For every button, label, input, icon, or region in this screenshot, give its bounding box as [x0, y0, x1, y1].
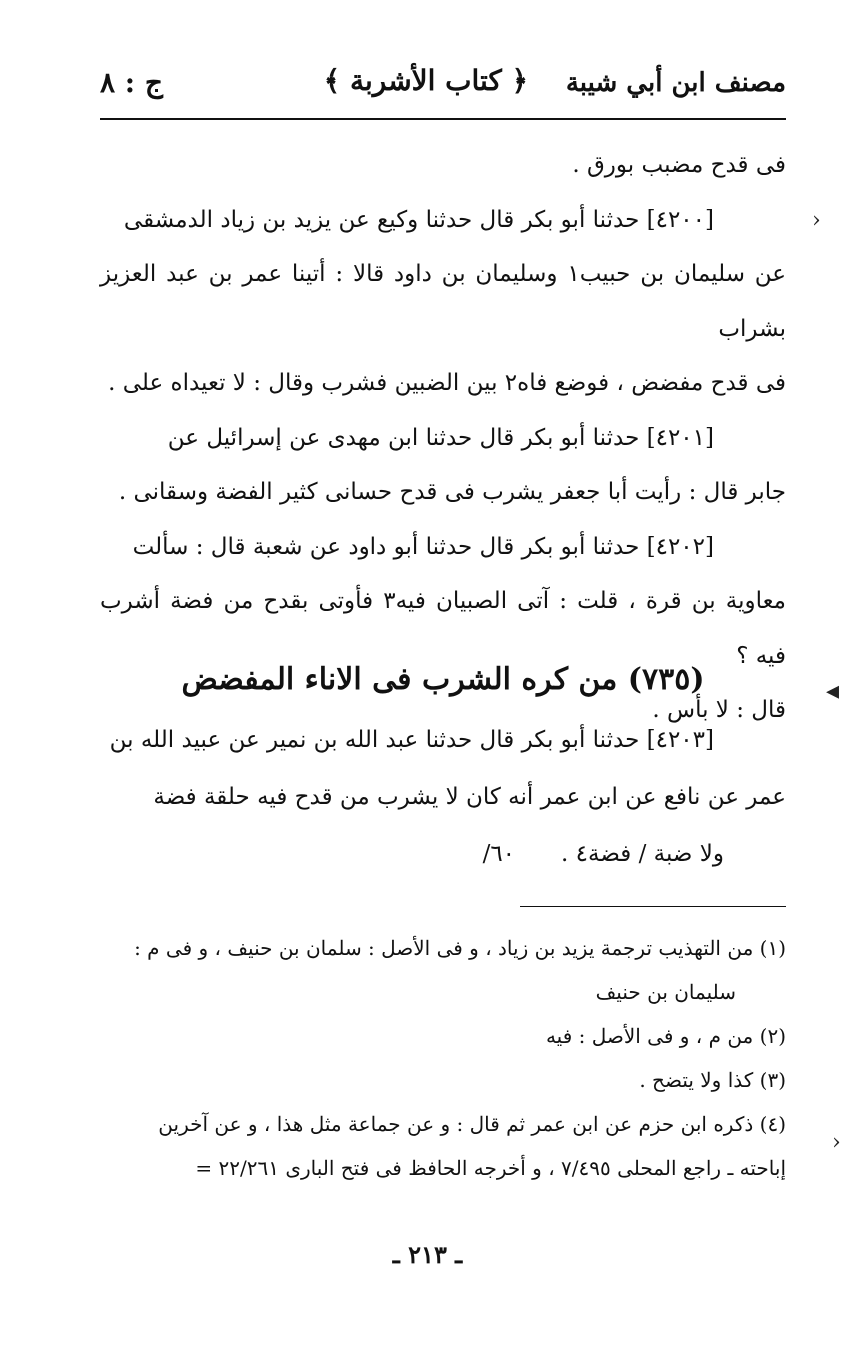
text-line: عمر عن نافع عن ابن عمر أنه كان لا يشرب من قدح فيه حلقة فضة	[153, 784, 786, 810]
footnote-1-continued: سليمان بن حنيف	[595, 980, 736, 1004]
footnote-3: (٣) كذا ولا يتضح .	[639, 1068, 786, 1092]
chapter-heading: (٧٣٥) من كره الشرب فى الاناء المفضض	[181, 662, 705, 697]
text-line: عن سليمان بن حبيب١ وسليمان بن داود قالا : أتينا عمر بن عبد العزيز بشراب	[100, 261, 787, 342]
page-number: ـ ٢١٣ ـ	[392, 1240, 463, 1269]
hadith-4200-line: [٤٢٠٠] حدثنا أبو بكر قال حدثنا وكيع عن يزيد بن زياد الدمشقى	[123, 206, 714, 233]
text-line: فى قدح مضبب بورق .	[572, 152, 786, 178]
hadith-4203-line: [٤٢٠٣] حدثنا أبو بكر قال حدثنا عبد الله بن نمير عن عبيد الله بن	[109, 727, 714, 753]
footnote-1: (١) من التهذيب ترجمة يزيد بن زياد ، و فى الأصل : سلمان بن حنيف ، و فى م :	[134, 936, 786, 960]
text-fragment: ولا ضبة / فضة٤ .	[561, 841, 724, 867]
section-title: ﴿ كتاب الأشربة ﴾	[323, 64, 528, 97]
running-header	[100, 62, 786, 118]
footnote-rule	[520, 906, 786, 907]
last-text-line	[100, 826, 786, 883]
header-rule	[100, 118, 786, 120]
footnote-4-continued: إباحته ـ راجع المحلى ٧/٤٩٥ ، و أخرجه الحافظ فى فتح البارى ٢٢/٢٦١ =	[195, 1156, 786, 1180]
margin-mark: ›	[812, 208, 821, 233]
hadith-4201-line: [٤٢٠١] حدثنا أبو بكر قال حدثنا ابن مهدى عن إسرائيل عن	[167, 424, 714, 451]
text-line: معاوية بن قرة ، قلت : آتى الصبيان فيه٣ فأوتى بقدح من فضة أشرب فيه ؟	[100, 588, 786, 669]
text-line: قال : لا بأس .	[652, 697, 786, 723]
text-line: فى قدح مفضض ، فوضع فاه٢ بين الضبين فشرب وقال : لا تعيداه على .	[108, 370, 786, 396]
text-line: جابر قال : رأيت أبا جعفر يشرب فى قدح حسانى كثير الفضة وسقانى .	[118, 479, 786, 505]
hadith-4202-line: [٤٢٠٢] حدثنا أبو بكر قال حدثنا أبو داود عن شعبة قال : سألت	[132, 533, 714, 560]
margin-mark: ◂	[826, 676, 840, 706]
margin-mark: ›	[832, 1130, 841, 1155]
footnote-4: (٤) ذكره ابن حزم عن ابن عمر ثم قال : و عن جماعة مثل هذا ، و عن آخرين	[158, 1112, 786, 1136]
volume-number: ج : ٨	[100, 66, 163, 99]
footnotes	[100, 926, 786, 1190]
footnote-2: (٢) من م ، و فى الأصل : فيه	[545, 1024, 786, 1048]
main-text	[100, 138, 786, 738]
main-text-continued	[100, 712, 786, 883]
book-title: مصنف ابن أبي شيبة	[565, 68, 786, 98]
folio-marker: ٦٠/	[482, 841, 516, 867]
